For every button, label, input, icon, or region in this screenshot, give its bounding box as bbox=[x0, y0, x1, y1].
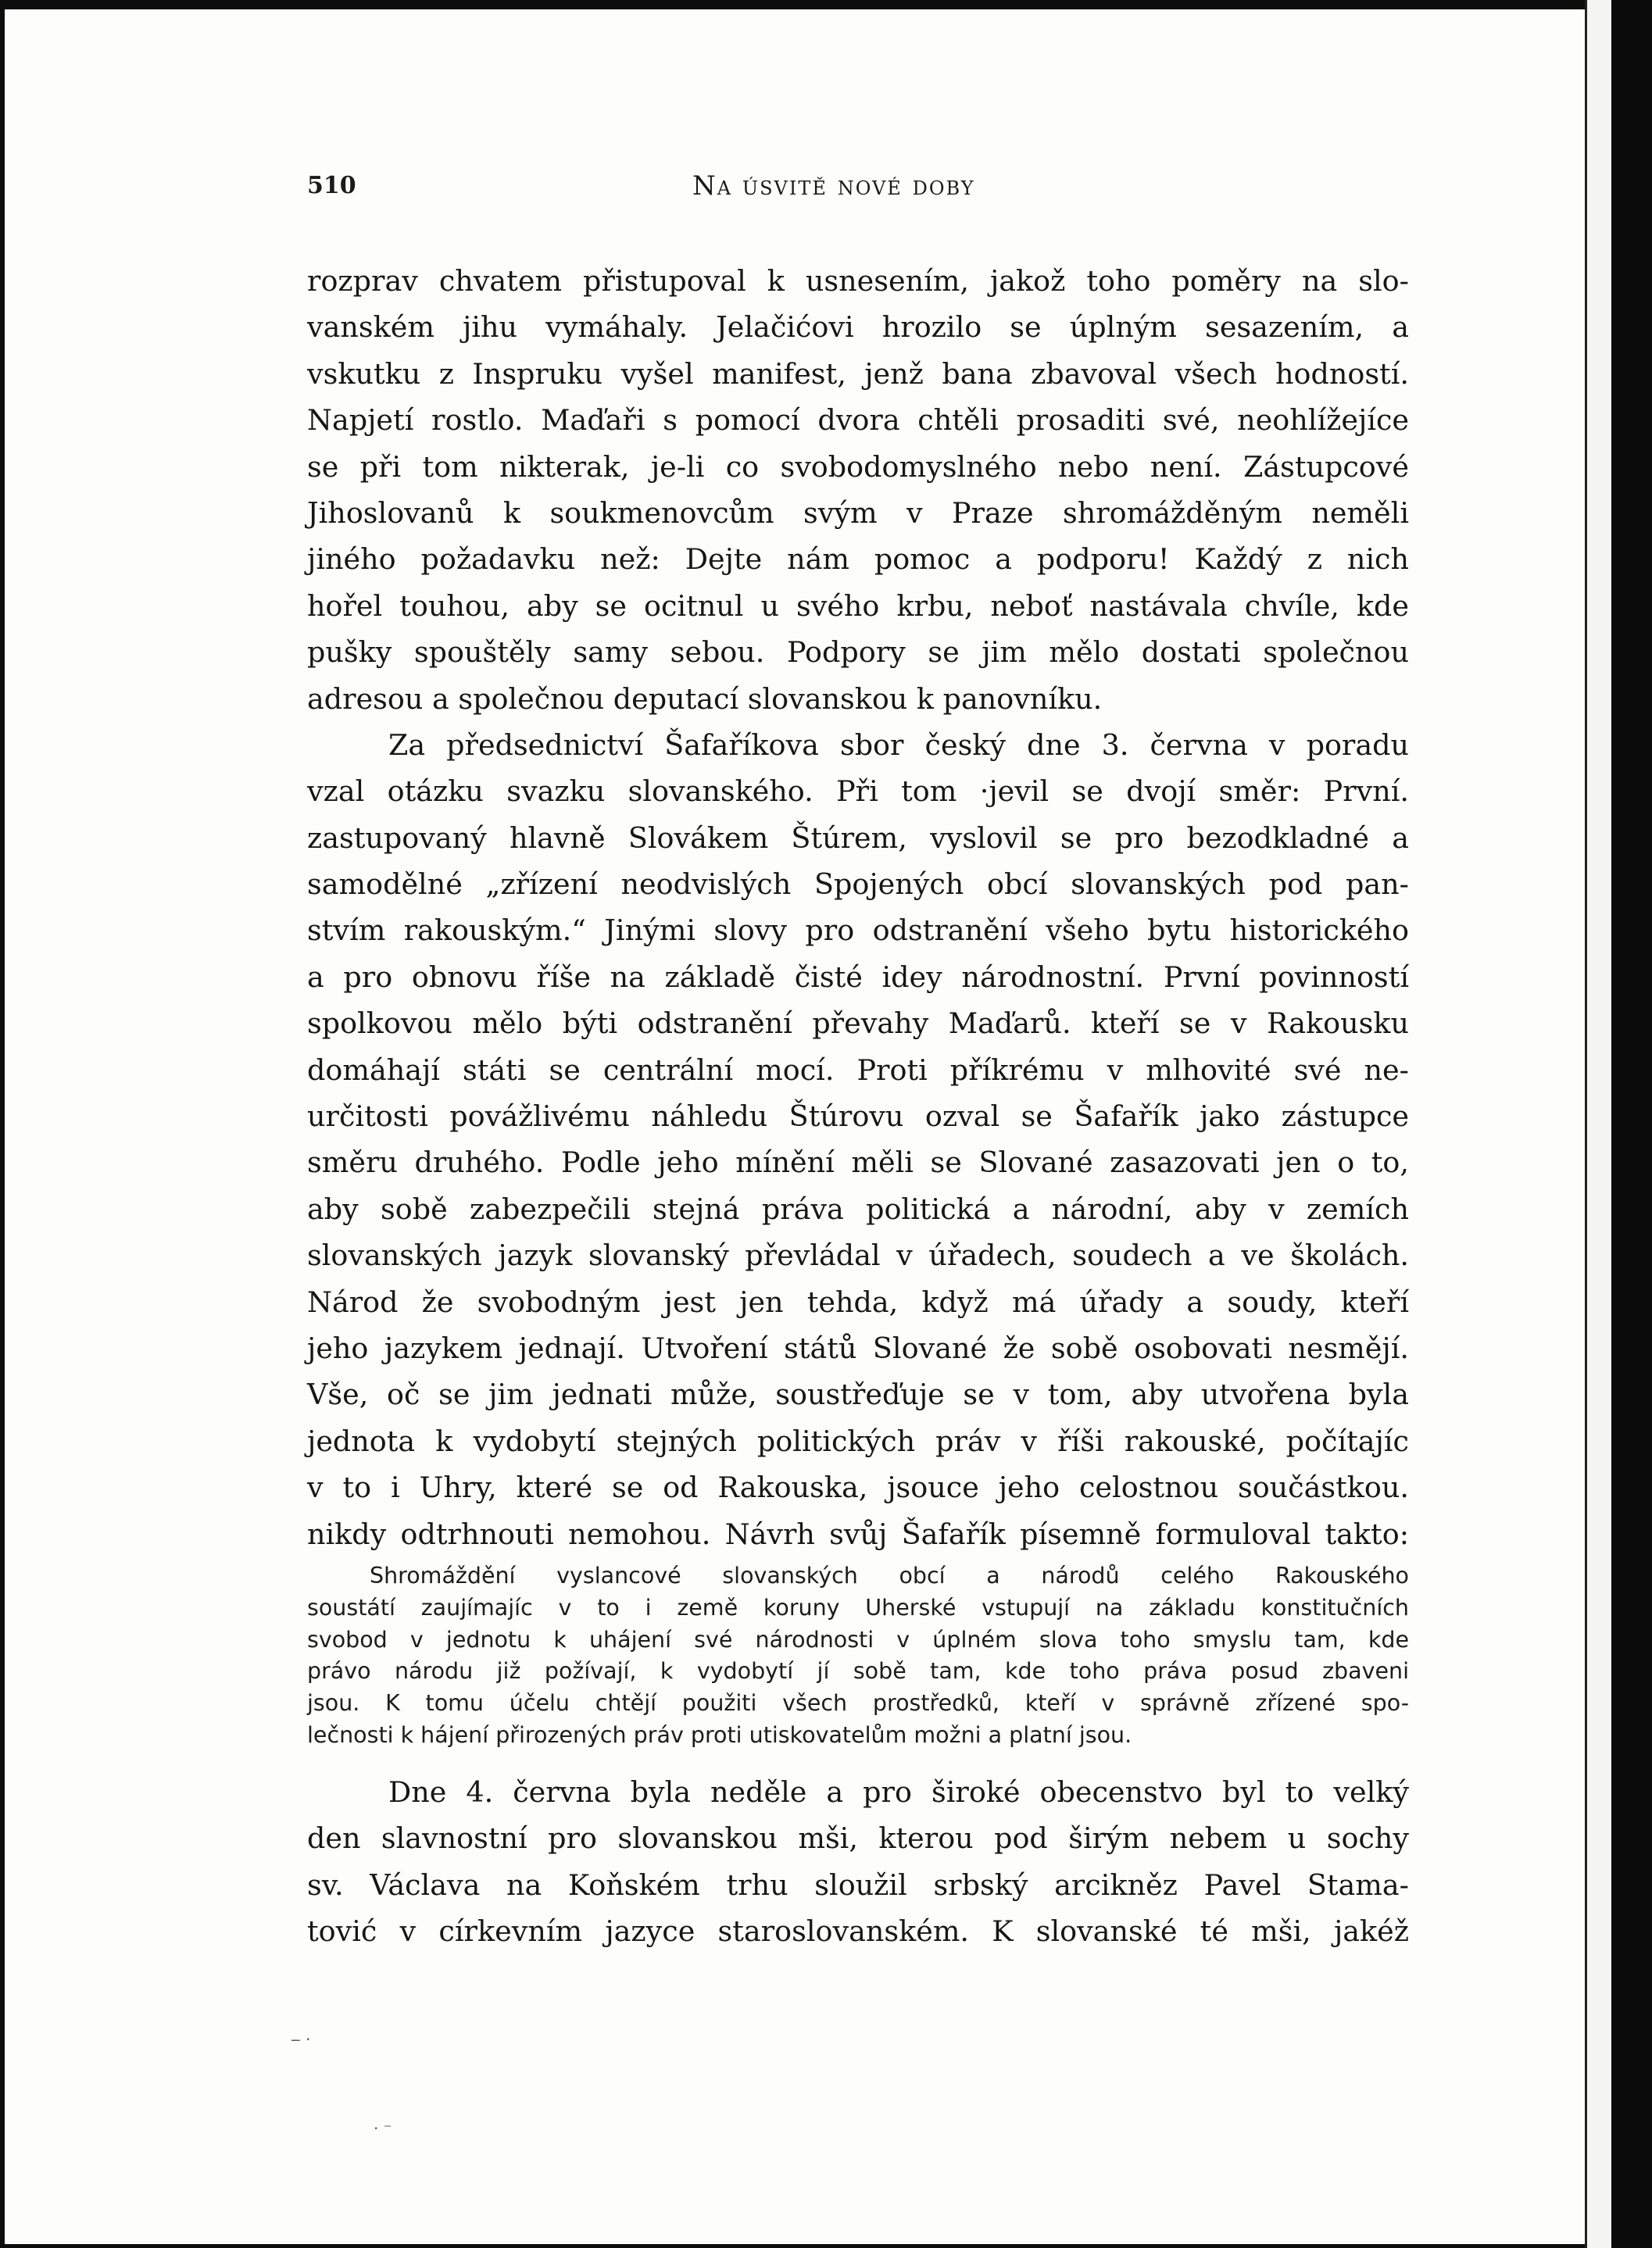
text-line: Jihoslovanů k soukmenovcům svým v Praze shromážděným neměli bbox=[307, 495, 1409, 530]
text-line: den slavnostní pro slovanskou mši, kterou pod širým nebem u sochy bbox=[307, 1821, 1409, 1856]
text-line: jednota k vydobytí stejných politických práv v říši rakouské, počítajíc bbox=[307, 1424, 1409, 1458]
text-line: a pro obnovu říše na základě čisté idey národnostní. První povinností bbox=[307, 960, 1409, 994]
text-line: Napjetí rostlo. Maďaři s pomocí dvora chtěli prosaditi své, neohlížejíce bbox=[307, 403, 1409, 438]
text-line: vskutku z Inspruku vyšel manifest, jenž bana zbavoval všech hodností. bbox=[307, 356, 1409, 391]
text-line: vzal otázku svazku slovanského. Při tom ·jevil se dvojí směr: První. bbox=[307, 774, 1409, 809]
text-line: sv. Václava na Koňském trhu sloužil srbský arcikněz Pavel Stama- bbox=[307, 1867, 1409, 1902]
text-line: vanském jihu vymáhaly. Jelačićovi hrozilo se úplným sesazením, a bbox=[307, 310, 1409, 345]
quote-line: lečnosti k hájení přirozených práv proti utiskovatelům možni a platní jsou. bbox=[307, 1721, 1132, 1748]
body-text bbox=[307, 258, 1409, 1954]
scan-speck: ‒ · bbox=[291, 2030, 311, 2049]
text-line: slovanských jazyk slovanský převládal v úřadech, soudech a ve školách. bbox=[307, 1238, 1409, 1273]
text-line: nikdy odtrhnouti nemohou. Návrh svůj Šafařík písemně formuloval takto: bbox=[307, 1517, 1409, 1551]
text-line: se při tom nikterak, je-li co svobodomyslného nebo není. Zástupcové bbox=[307, 449, 1409, 484]
text-line: určitosti povážlivému náhledu Štúrovu ozval se Šafařík jako zástupce bbox=[307, 1099, 1409, 1134]
text-line: tović v církevním jazyce staroslovanském. K slovanské té mši, jakéž bbox=[307, 1914, 1409, 1948]
page-number: 510 bbox=[307, 172, 356, 199]
paragraph-1 bbox=[307, 258, 1409, 722]
text-line: Dne 4. června byla neděle a pro široké obecenstvo byl to velký bbox=[388, 1774, 1409, 1809]
text-line: spolkovou mělo býti odstranění převahy Maďarů. kteří se v Rakousku bbox=[307, 1006, 1409, 1041]
text-line: adresou a společnou deputací slovanskou k panovníku. bbox=[307, 681, 1103, 716]
text-line: jiného požadavku než: Dejte nám pomoc a podporu! Každý z nich bbox=[307, 542, 1409, 577]
scan-border bbox=[1611, 0, 1652, 2248]
block-quote bbox=[307, 1560, 1409, 1752]
text-line: domáhají státi se centrální mocí. Proti příkrému v mlhovité své ne- bbox=[307, 1053, 1409, 1087]
text-line: Národ že svobodným jest jen tehda, když má úřady a soudy, kteří bbox=[307, 1285, 1409, 1319]
text-line: Vše, oč se jim jednati může, soustřeďuje se v tom, aby utvořena byla bbox=[307, 1378, 1409, 1412]
running-head bbox=[307, 164, 1401, 211]
paragraph-3 bbox=[307, 1769, 1409, 1955]
text-line: stvím rakouským.“ Jinými slovy pro odstranění všeho bytu historického bbox=[307, 913, 1409, 948]
running-title: Na úsvitě nové doby bbox=[692, 170, 975, 202]
quote-line: právo národu již požívají, k vydobytí jí sobě tam, kde toho práva posud zbaveni bbox=[307, 1658, 1409, 1685]
text-line: v to i Uhry, které se od Rakouska, jsouce jeho celostnou součástkou. bbox=[307, 1471, 1409, 1505]
text-line: jeho jazykem jednají. Utvoření států Slované že sobě osobovati nesmějí. bbox=[307, 1331, 1409, 1365]
quote-line: Shromáždění vyslancové slovanských obcí a národů celého Rakouského bbox=[370, 1562, 1409, 1589]
paragraph-2 bbox=[307, 722, 1409, 1557]
quote-line: jsou. K tomu účelu chtějí použiti všech prostředků, kteří v správně zřízené spo- bbox=[307, 1690, 1409, 1717]
page-edge bbox=[1585, 0, 1614, 2248]
quote-line: svobod v jednotu k uhájení své národnosti v úplném slova toho smyslu tam, kde bbox=[307, 1626, 1409, 1653]
text-line: hořel touhou, aby se ocitnul u svého krbu, neboť nastávala chvíle, kde bbox=[307, 588, 1409, 623]
scan-speck: · ⁻ bbox=[374, 2119, 392, 2138]
text-line: rozprav chvatem přistupoval k usnesením, jakož toho poměry na slo- bbox=[307, 264, 1409, 298]
text-line: směru druhého. Podle jeho mínění měli se Slované zasazovati jen o to, bbox=[307, 1145, 1409, 1180]
text-line: Za předsednictví Šafaříkova sbor český dne 3. června v poradu bbox=[388, 727, 1409, 762]
text-line: samodělné „zřízení neodvislých Spojených obcí slovanských pod pan- bbox=[307, 867, 1409, 902]
text-line: aby sobě zabezpečili stejná práva politická a národní, aby v zemích bbox=[307, 1192, 1409, 1226]
text-line: zastupovaný hlavně Slovákem Štúrem, vyslovil se pro bezodkladné a bbox=[307, 820, 1409, 855]
quote-line: soustátí zaujímajíc v to i země koruny Uherské vstupují na základu konstitučních bbox=[307, 1594, 1409, 1621]
text-line: pušky spouštěly samy sebou. Podpory se jim mělo dostati společnou bbox=[307, 635, 1409, 670]
